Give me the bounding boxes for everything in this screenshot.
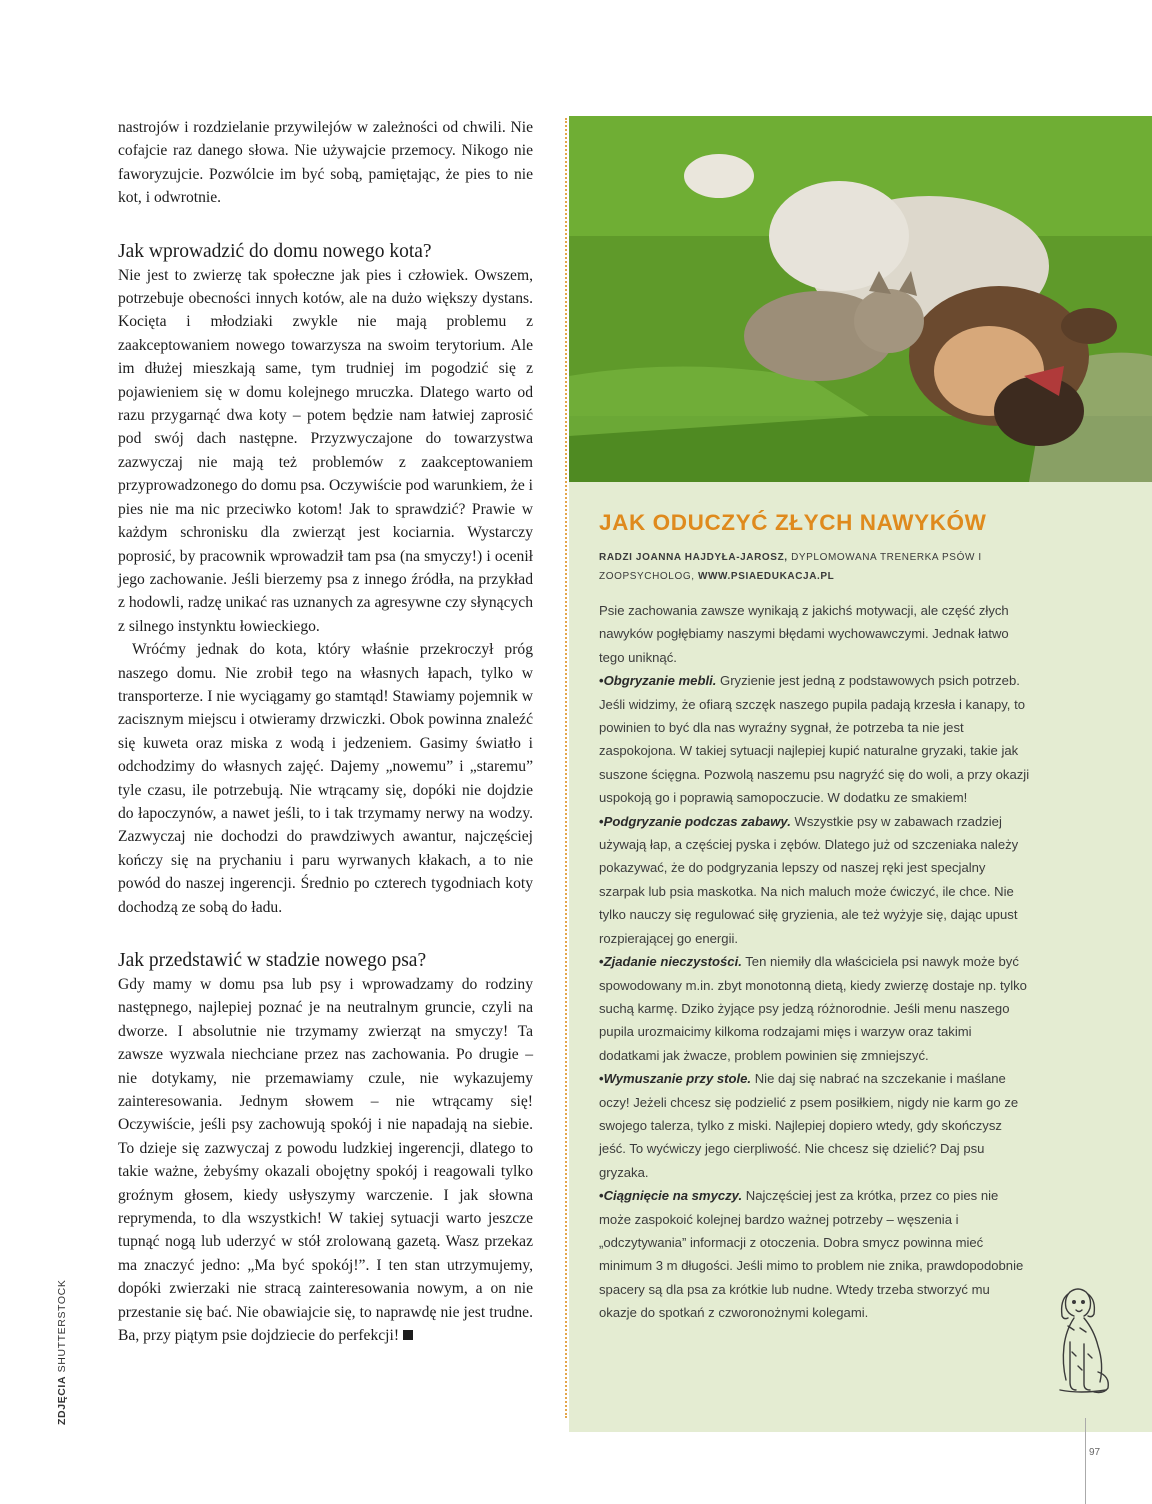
page-number: 97 xyxy=(1089,1447,1101,1458)
page-footer-line xyxy=(1085,1418,1086,1504)
dog-paragraph-1-text: Gdy mamy w domu psa lub psy i wprowadzamy do rodziny następnego, najlepiej poznać je na neutralnym gruncie, czyli na dworze. I absolutnie nie trzymamy zwierząt na smyczy! Ta zawsze wyzwala niechciane przez nas zachowania. Po drugie – nie dotykamy, nie przemawiamy czule, nie wykazujemy zainteresowania. Jednym słowem – nie wtrącamy się! Oczywiście, jeśli psy zachowują spokój i nie napadają na siebie. To dzieje się zazwyczaj z powodu ludzkiej ingerencji, dlatego to takie ważne, żebyśmy okazali obojętny spokój i reagowali tylko groźnym głosem, kiedy usłyszymy warczenie. I jak słowna reprymenda, to dla wszystkich! W takiej sytuacji warto jeszcze tupnąć nogą lub uderzyć w stół zrolowaną gazetą. Wasz przekaz ma znaczyć jedno: „Ma być spokój!”. I ten stan utrzymujemy, dopóki zwierzaki nie stracą zainteresowania nowym, a on nie przestanie się bać. Nie obawiajcie się, to naprawdę nie jest trudne. Ba, przy piątym psie dojdziecie do perfekcji! xyxy=(118,976,533,1345)
dog-paragraph-1 xyxy=(118,973,533,1348)
byline-website: WWW.PSIAEDUKACJA.PL xyxy=(697,571,835,582)
tip-item xyxy=(599,810,1031,950)
tip-text: Najczęściej jest za krótka, przez co pies nie może zaspokoić kolejnej bardzo ważnej potrzeby – węszenia i „odczytywania” informacji z otoczenia. Dobra smycz powinna mieć minimum 3 m długości. Jeśli mimo to problem nie znika, prawdopodobnie spacery są dla psa za krótkie lub nudne. Wtedy trzeba stworzyć mu okazje do spotkań z czworonożnymi kolegami. xyxy=(599,1188,1024,1321)
photo-credit-label: ZDJĘCIA xyxy=(56,1375,68,1425)
sidebar-byline xyxy=(599,548,1009,586)
tip-heading: Obgryzanie mebli. xyxy=(603,673,717,689)
section-heading-new-cat: Jak wprowadzić do domu nowego kota? xyxy=(118,240,432,262)
tip-text: Gryzienie jest jedną z podstawowych psich potrzeb. Jeśli widzimy, że ofiarą szczęk naszego pupila padają krzesła i kanapy, to powinien to być dla nas wyraźny sygnał, że potrzeba ta nie jest zaspokojona. W takiej sytuacji najlepiej kupić naturalne gryzaki, takie jak suszone ścięgna. Pozwolą naszemu psu nagryźć się do woli, a przy okazji uspokoją go i poprawią samopoczucie. W dodatku ze smakiem! xyxy=(599,673,1030,806)
sidebar-title: JAK ODUCZYĆ ZŁYCH NAWYKÓW xyxy=(599,510,987,535)
bullet-icon: • xyxy=(599,673,604,689)
cat-and-dog-photo xyxy=(569,116,1152,482)
tip-item xyxy=(599,950,1031,1067)
main-article xyxy=(118,116,533,1348)
bullet-icon: • xyxy=(599,813,604,829)
tip-item xyxy=(599,1184,1031,1324)
byline-role: DYPLOMOWANA TRENERKA PSÓW I ZOOPSYCHOLOG, xyxy=(599,552,982,582)
tip-item xyxy=(599,669,1031,809)
tip-item xyxy=(599,1067,1031,1184)
photo-credit-source: SHUTTERSTOCK xyxy=(56,1279,68,1373)
intro-paragraph: nastrojów i rozdzielanie przywilejów w zależności od chwili. Nie cofajcie raz danego słowa. Nie używajcie przemocy. Nikogo nie faworyzujcie. Pozwólcie im być sobą, pamiętając, że pies to nie kot, i odwrotnie. xyxy=(118,119,533,207)
tip-heading: Ciągnięcie na smyczy. xyxy=(603,1188,743,1204)
tip-text: Wszystkie psy w zabawach rzadziej używają łap, a częściej pyska i zębów. Dlatego już od szczeniaka należy pokazywać, że do podgryzania lepszy od naszej ręki jest specjalny szarpak lub psia maskotka. Na nich maluch może ćwiczyć, ile chce. Nie tylko nauczy się regulować siłę gryzienia, ale też wyżyje się, dając upust rozpierającej go energii. xyxy=(599,813,1019,946)
end-mark-icon xyxy=(403,1330,413,1340)
cat-paragraph-1: Nie jest to zwierzę tak społeczne jak pies i człowiek. Owszem, potrzebuje obecności innych kotów, ale na dużo większy dystans. Kocięta i młodziaki zwykle nie mają problemu z zaakceptowaniem nowego towarzysza na swoim terytorium. Ale im dłużej mieszkają same, tym trudniej im pogodzić się z pojawieniem się w domu kolejnego mruczka. Dlatego warto od razu przygarnąć dwa koty – potem będzie nam łatwiej zaprosić pod swój dach następne. Przyzwyczajone do towarzystwa zazwyczaj nie mają też problemów z zaakceptowaniem przyprowadzonego do domu psa. Oczywiście pod warunkiem, że i pies nie ma nic przeciwko kotom! Jak to sprawdzić? Prawie w każdym schronisku dla zwierząt jest kociarnia. Wystarczy poprosić, by pracownik wprowadził tam psa (na smyczy!) i ocenił jego zachowanie. Jeśli bierzemy psa z innego źródła, na przykład z hodowli, radzę unikać ras uznanych za agresywne czy słynących z silnego instynktu łowieckiego. xyxy=(118,266,533,635)
tips-sidebar xyxy=(569,116,1152,1432)
bullet-icon: • xyxy=(599,1188,604,1204)
tip-heading: Zjadanie nieczystości. xyxy=(603,954,742,970)
section-heading-new-dog: Jak przedstawić w stadzie nowego psa? xyxy=(118,950,427,971)
tip-text: Nie daj się nabrać na szczekanie i maślane oczy! Jeżeli chcesz się podzielić z psem posiłkiem, nigdy nie karm go ze swojego talerza, tylko z miski. Najlepiej dopiero wtedy, gdy skończysz jeść. To wyćwiczy jego cierpliwość. Nie chcesz się dzielić? Daj psu gryzaka. xyxy=(599,1071,1019,1180)
cat-paragraph-2: Wróćmy jednak do kota, który właśnie przekroczył próg naszego domu. Nie zrobił tego na własnych łapach, tylko w transporterze. I nie wyciągamy go stamtąd! Stawiamy pojemnik w zacisznym miejscu i otwieramy drzwiczki. Obok powinna znaleźć się kuweta oraz miska z wodą i jedzeniem. Gasimy światło i odchodzimy do własnych zajęć. Dajemy „nowemu” i „staremu” tyle czasu, ile potrzebują. Nie wtrącamy się, dopóki nie dojdzie do łapoczynów, a nawet jeśli, to i tak trzymamy nerwy na wodzy. Zazwyczaj nie dochodzi do prawdziwych awantur, najczęściej kończy się na prychaniu i paru wyrwanych kłakach, a to nie powód do naszej ingerencji. Średnio po czterech tygodniach koty dochodzą ze sobą do ładu. xyxy=(118,641,533,916)
bullet-icon: • xyxy=(599,954,604,970)
tip-heading: Wymuszanie przy stole. xyxy=(603,1071,752,1087)
byline-author: RADZI JOANNA HAJDYŁA-JAROSZ, xyxy=(599,552,788,563)
tip-text: Ten niemiły dla właściciela psi nawyk może być spowodowany m.in. zbyt monotonną dietą, kiedy zwierzę dostaje np. tylko suchą karmę. Dziko żyjące psy jedzą różnorodnie. Jeśli menu naszego pupila urozmaicimy kilkoma rodzajami mięs i warzyw oraz takimi dodatkami jak żwacze, problem powinien się zmniejszyć. xyxy=(599,954,1027,1063)
column-divider xyxy=(565,118,567,1418)
tips-intro: Psie zachowania zawsze wynikają z jakichś motywacji, ale część złych nawyków pogłębiamy naszymi błędami wychowawczymi. Jednak łatwo tego uniknąć. xyxy=(599,603,1009,665)
tips-list xyxy=(599,599,1031,1325)
dog-sketch-icon xyxy=(1040,1282,1116,1400)
bullet-icon: • xyxy=(599,1071,604,1087)
tip-heading: Podgryzanie podczas zabawy. xyxy=(603,813,791,829)
photo-credit xyxy=(56,1280,68,1425)
